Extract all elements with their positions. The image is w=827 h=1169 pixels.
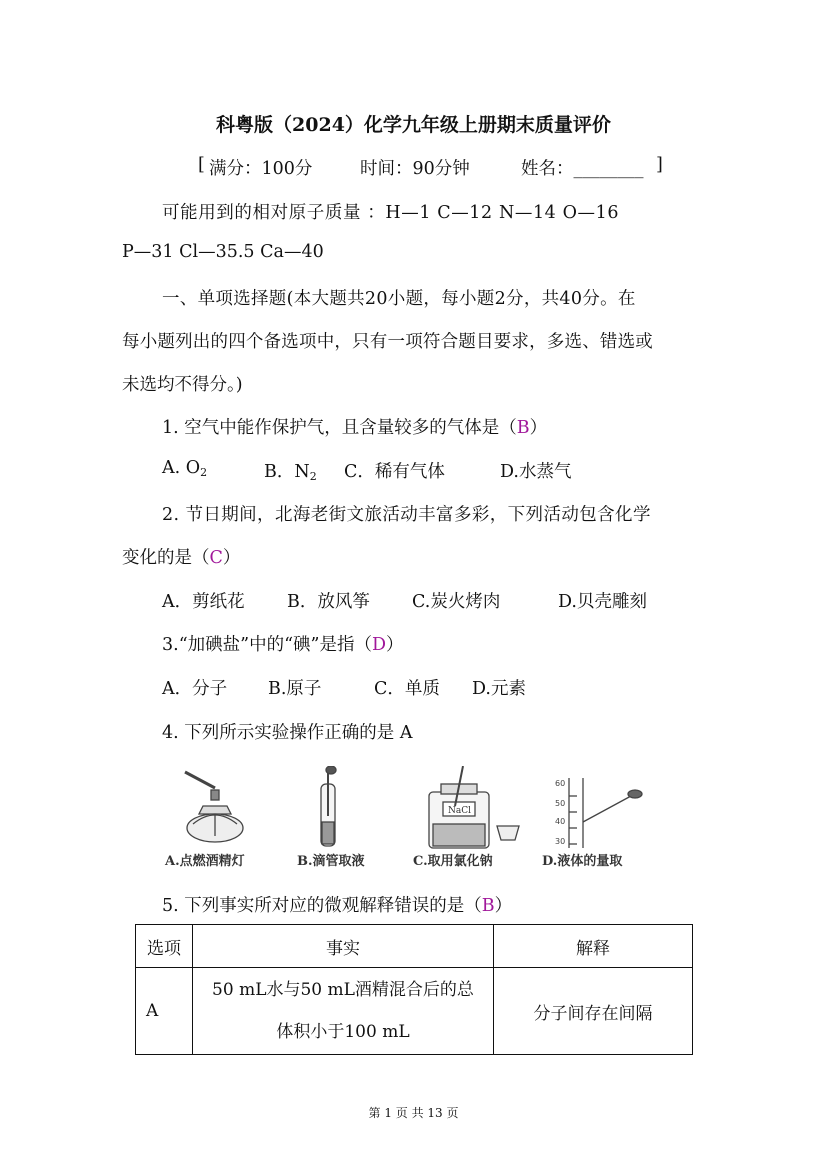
question-4-stem: 4. 下列所示实验操作正确的是 A xyxy=(162,723,413,743)
q5-close: ） xyxy=(494,896,513,916)
q2-option-b: B．放风筝 xyxy=(287,592,370,612)
q3-stem-text: 3.“加碘盐”中的“碘”是指（ xyxy=(162,635,372,655)
q3-close: ） xyxy=(386,635,404,655)
figure-caption-c: C.取用氯化钠 xyxy=(413,854,493,869)
table-header-row xyxy=(136,925,693,968)
table-cell-fact xyxy=(193,968,494,1055)
q1-option-b-text: B．N xyxy=(264,462,310,482)
table-cell-option: A xyxy=(136,968,193,1055)
q2-option-c: C.炭火烤肉 xyxy=(412,592,501,612)
section1-line1: 一、单项选择题(本大题共20小题，每小题2分，共40分。在 xyxy=(162,289,636,309)
q1-option-c: C．稀有气体 xyxy=(344,462,445,482)
exam-time: 时间：90分钟 xyxy=(360,159,470,179)
q1-option-d: D.水蒸气 xyxy=(500,462,572,482)
section1-line2: 每小题列出的四个备选项中，只有一项符合题目要求，多选、错选或 xyxy=(122,332,653,352)
question-2-stem-line2 xyxy=(122,544,240,569)
q1-option-a xyxy=(162,458,207,479)
q2-stem-text: 变化的是（ xyxy=(122,548,210,568)
scale-30: 30 xyxy=(555,837,566,846)
bracket-open: [ xyxy=(198,155,205,175)
dropper-illustration xyxy=(321,766,336,846)
q1-answer: B xyxy=(516,418,530,438)
q1-option-b-sub: 2 xyxy=(309,470,317,483)
student-name-field[interactable]: 姓名：________ xyxy=(521,159,644,179)
q1-option-b xyxy=(264,458,317,483)
q3-answer: D xyxy=(371,635,387,655)
table-header-option: 选项 xyxy=(136,925,193,968)
nacl-jar-illustration xyxy=(429,766,519,848)
q1-close: ） xyxy=(529,418,548,438)
q3-option-d: D.元素 xyxy=(472,679,526,699)
graduated-cylinder-illustration xyxy=(555,778,642,848)
question-3-stem xyxy=(162,631,404,656)
q2-close: ） xyxy=(222,548,241,568)
table-row xyxy=(136,968,693,1055)
q1-stem-text: 1. 空气中能作保护气，且含量较多的气体是（ xyxy=(162,418,517,438)
table-cell-explanation: 分子间存在间隔 xyxy=(494,968,693,1055)
question-1-stem xyxy=(162,414,547,439)
figure-caption-a: A.点燃酒精灯 xyxy=(165,854,245,869)
alcohol-lamp-illustration xyxy=(185,772,243,842)
q2-answer: C xyxy=(209,548,223,568)
experiment-figure xyxy=(163,766,663,870)
figure-caption-b: B.滴管取液 xyxy=(297,854,365,869)
q5-stem-text: 5. 下列事实所对应的微观解释错误的是（ xyxy=(162,896,482,916)
q5-table xyxy=(135,924,693,1055)
page-title: 科粤版（2024）化学九年级上册期末质量评价 xyxy=(216,114,611,136)
q3-option-a: A．分子 xyxy=(162,679,228,699)
question-5-stem xyxy=(162,892,512,917)
section1-line3: 未选均不得分。) xyxy=(122,375,243,395)
fact-line2: 体积小于100 mL xyxy=(276,1022,410,1042)
fact-line1: 50 mL水与50 mL酒精混合后的总 xyxy=(212,980,474,1000)
q3-option-b: B.原子 xyxy=(268,679,322,699)
atomic-mass-line1: 可能用到的相对原子质量 ：H—1 C—12 N—14 O—16 xyxy=(162,203,620,223)
q1-option-a-text: A. O xyxy=(162,458,201,478)
figure-caption-d: D.液体的量取 xyxy=(542,854,623,869)
table-header-explanation: 解释 xyxy=(494,925,693,968)
full-score: 满分：100分 xyxy=(209,159,313,179)
scale-40: 40 xyxy=(555,817,566,826)
table-header-fact: 事实 xyxy=(193,925,494,968)
q5-answer: B xyxy=(481,896,495,916)
q2-option-a: A．剪纸花 xyxy=(162,592,245,612)
page-footer: 第 1 页 共 13 页 xyxy=(368,1106,459,1120)
q2-option-d: D.贝壳雕刻 xyxy=(558,592,647,612)
question-2-stem-line1: 2. 节日期间，北海老街文旅活动丰富多彩，下列活动包含化学 xyxy=(162,505,651,525)
experiment-illustrations xyxy=(163,766,663,850)
q3-option-c: C．单质 xyxy=(374,679,440,699)
q1-option-a-sub: 2 xyxy=(200,466,208,479)
bracket-close: ] xyxy=(656,155,663,175)
jar-label: NaCl xyxy=(448,806,472,816)
atomic-mass-line2: P—31 Cl—35.5 Ca—40 xyxy=(122,242,324,262)
scale-60: 60 xyxy=(555,779,566,788)
scale-50: 50 xyxy=(555,799,566,808)
